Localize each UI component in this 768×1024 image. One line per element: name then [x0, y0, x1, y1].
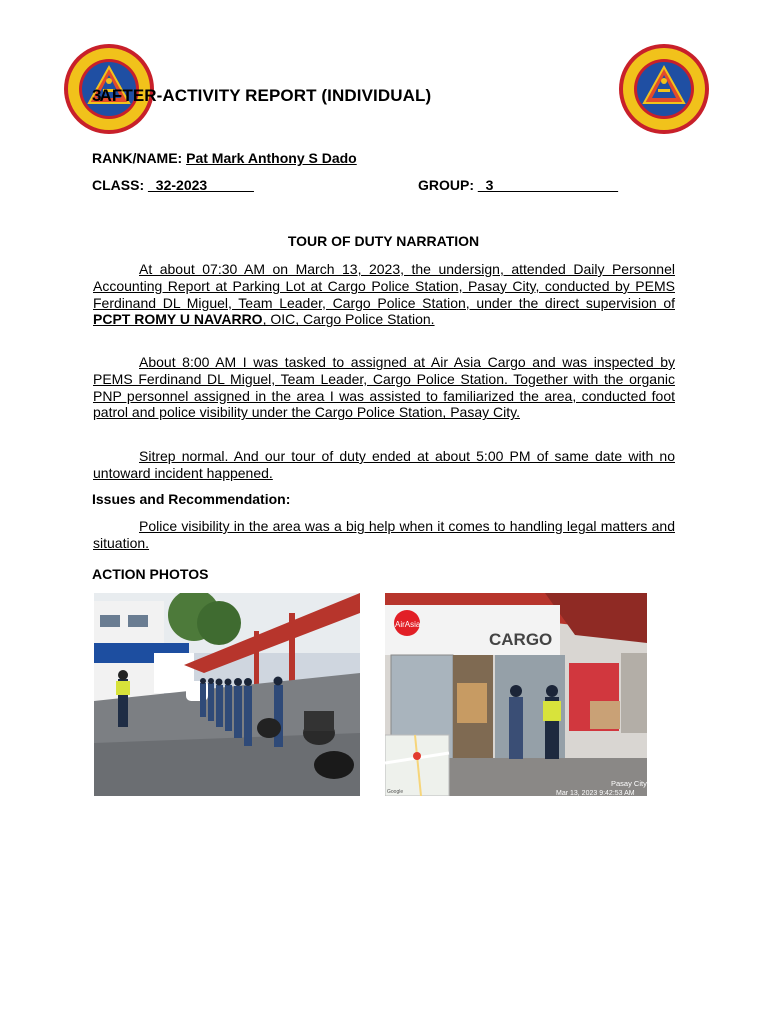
photo-location-text: Pasay City [611, 779, 647, 788]
title-text: AFTER-ACTIVITY REPORT (INDIVIDUAL) [99, 86, 432, 105]
p1-supervisor-name: PCPT ROMY U NAVARRO [93, 311, 263, 328]
group-value: _3________________ [477, 177, 619, 193]
cargo-sign-text: CARGO [489, 630, 553, 649]
report-title [92, 86, 431, 106]
issues-paragraph: Police visibility in the area was a big help when it comes to handling legal matters and situation. [93, 518, 675, 551]
p1-text-a: At about 07:30 AM on March 13, 2023, the undersign, attended Daily Personnel Accounting Report at Parking Lot at Cargo Police Station, Pasay City, conducted by PEMS Ferdinand DL Miguel, Team Leader, Cargo Police Station, under the direct supervision of [93, 261, 675, 311]
narration-heading: TOUR OF DUTY NARRATION [287, 233, 480, 249]
map-google-label: Google [387, 789, 404, 795]
narration-paragraph-2: About 8:00 AM I was tasked to assigned at Air Asia Cargo and was inspected by PEMS Ferdinand DL Miguel, Team Leader, Cargo Police Station. Together with the organic PNP personnel assigned in the area I was assisted to familiarized the area, conducted foot patrol and police visibility under the Cargo Police Station, Pasay City. [93, 354, 675, 421]
issues-heading: Issues and Recommendation: [92, 491, 291, 507]
photo-timestamp-text: Mar 13, 2023 9:42:53 AM [556, 790, 635, 796]
rank-name-value: Pat Mark Anthony S Dado [186, 150, 357, 166]
class-value: _32-2023______ [148, 177, 254, 193]
group-line [418, 177, 618, 193]
airasia-logo-text: AirAsia [395, 620, 421, 629]
rank-name-label: RANK/NAME: [92, 150, 183, 166]
rank-name-line [92, 150, 357, 166]
group-label: GROUP: [418, 177, 474, 193]
action-photo-formation [94, 593, 360, 796]
class-line [92, 177, 254, 193]
narration-paragraph-1 [93, 261, 675, 328]
pnp-avsegroup-logo-right [618, 43, 710, 135]
title-prefix: 3 [92, 86, 100, 105]
action-photo-airasia-cargo [385, 593, 647, 796]
narration-paragraph-3: Sitrep normal. And our tour of duty ended at about 5:00 PM of same date with no untoward incident happened. [93, 448, 675, 481]
action-photos-heading: ACTION PHOTOS [92, 566, 209, 582]
class-label: CLASS: [92, 177, 145, 193]
p1-text-b: , OIC, Cargo Police Station. [262, 311, 435, 328]
